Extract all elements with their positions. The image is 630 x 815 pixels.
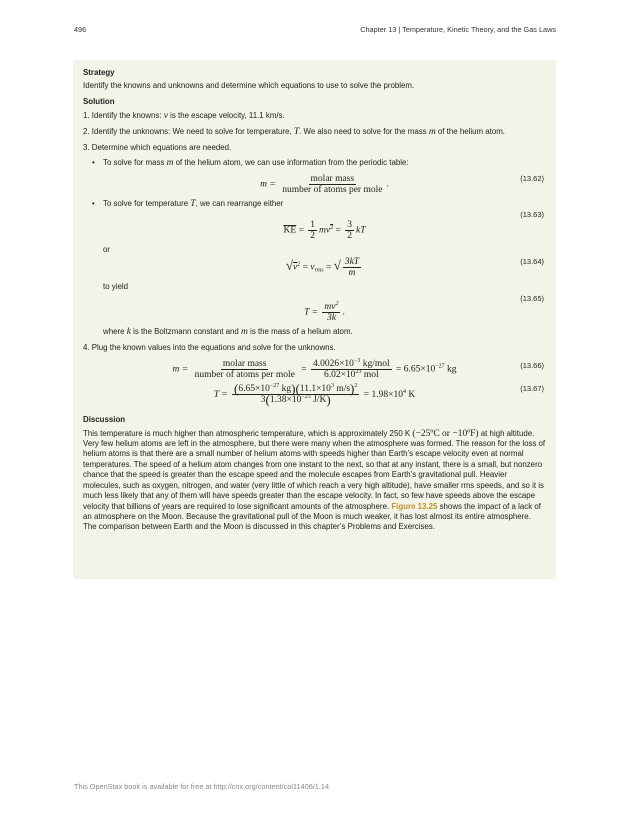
eq-tail: . [386,179,389,190]
var-k: k [126,327,131,338]
exponent: 2 [330,224,334,231]
fraction [280,174,384,195]
exponent: −3 [353,357,361,364]
paren: ( [234,380,239,396]
equals: = [296,225,307,236]
numerator: 4.0026×10 [312,358,354,369]
equals: = [333,225,344,236]
strategy-heading: Strategy [83,68,115,77]
exponent: 2 [297,261,301,268]
factor: 3 [260,395,266,406]
exponent: 23 [355,368,362,375]
where-text [83,327,546,337]
paren: )( [291,380,300,396]
exponent: 3 [330,383,334,390]
bullet-mass-text: To solve for mass [103,158,167,168]
equation-number: (13.62) [520,173,544,183]
eq-lhs: m = [260,179,276,190]
exponent: −23 [301,394,311,401]
bullet-temperature [83,199,546,209]
denominator: 3k [326,313,336,324]
where-c: is the mass of a helium atom. [247,327,353,337]
page-number: 496 [74,25,87,34]
page-header [74,25,556,37]
denominator: 2 [347,231,352,242]
unit: mol [361,369,379,380]
unit: K [405,389,416,400]
equation-13-64 [103,257,546,278]
rms-subscript: rms [314,267,324,274]
equation-number: (13.65) [520,294,544,304]
fraction-temperature [232,380,359,408]
discussion-text-c: shows the impact of a lack of an atmosphere on the Moon. Because the gravitational pull of the Moon is much weaker, it has lost almost its entire atmosphere. The comparison between Earth and the Moon is discussed in this chapter’s Problems and Exercises. [83,501,541,532]
ke-symbol: $\overline{KE}$ [283,225,297,236]
exponent: 4 [402,388,406,395]
unit: m/s [333,384,351,395]
bullet-mass [83,158,546,168]
equation-13-66 [83,359,546,380]
fraction-values [311,359,392,380]
equals: = [298,364,309,375]
numerator: 3kT [344,257,360,268]
equals: = [323,262,334,273]
numerator: mv [324,302,336,313]
equation-13-65 [103,294,546,323]
step-2-text: 2. Identify the unknowns: We need to solve for temperature, [83,126,294,136]
sqrt-symbol: √ [333,257,341,273]
equation-number: (13.64) [520,257,544,267]
eq-lhs: T = [304,307,319,318]
unit: kg [279,384,292,395]
fraction-half [308,220,317,241]
unit: J/K [310,395,327,406]
denominator: number of atoms per mole [282,184,383,195]
where-a: where [103,327,127,337]
fraction-three-halves [345,220,354,241]
figure-link[interactable]: Figure 13.25 [391,501,438,511]
denominator: 6.02×10 [323,369,356,380]
v-rms: v [310,262,315,273]
speed-value: 11.1×10 [299,384,331,395]
bullet-dot: • [92,198,95,208]
result: = 6.65×10 [393,364,436,375]
mv: mv [319,225,331,236]
var-T: T [293,126,300,137]
mass-value: 6.65×10 [238,384,270,395]
denominator: 2 [310,231,316,242]
paren: ) [326,392,331,408]
equals: = [300,262,311,273]
discussion-text-a: This temperature is much higher than atmospheric temperature, which is approximately 250 K [83,428,413,438]
equation-number: (13.67) [520,383,544,393]
v-bar: v [293,262,298,273]
sqrt-symbol: √ [285,257,294,273]
bullet-mass-text-b: of the helium atom, we can use information from the periodic table: [173,158,409,168]
or-text: or [103,245,111,255]
eq-lhs: m = [172,364,189,375]
var-T: T [190,198,196,209]
equation-13-62 [103,174,546,195]
to-yield-text: to yield [103,282,129,292]
exponent: −27 [269,383,280,390]
step-2-text-b: . We also need to solve for the mass [299,126,429,136]
temperature-math: (−25ºC or −10ºF) [412,428,479,439]
step-2-text-c: of the helium atom. [435,126,505,136]
discussion-text-b: at high altitude. Very few helium atoms are left in the atmosphere, but there were many when the atmosphere was formed. The reason for the loss of helium atoms is that there are a small number of helium atoms with speeds higher than Earth’s escape velocity even at normal temperatures. The speed of a helium atom changes from one instant to the next, so that at any instant, there is a small, but nonzero chance that the speed is greater than the escape speed and the molecule escapes from Earth’s gravitational pull. Heavier molecules, such as oxygen, nitrogen, and water (very little of which reach a very high altitude), have smaller rms speeds, and so it is much less likely that any of them will have speeds greater than the escape velocity. In fact, so few have speeds above the escape velocity that billions of years are required to lose significant amounts of the atmosphere. [83,428,546,511]
step-1-text: 1. Identify the knowns: [83,110,164,120]
result: = 1.98×10 [361,389,403,400]
equation-number: (13.63) [520,210,544,220]
kT: kT [355,225,366,236]
equation-number: (13.66) [520,360,544,370]
exponent: 2 [354,383,358,390]
fraction [322,302,340,323]
step-3: 3. Determine which equations are needed. [83,142,232,152]
eq-lhs: T = [213,389,228,400]
unit: kg [444,364,457,375]
paren: ) [350,380,355,396]
step-4: 4. Plug the known values into the equations and solve for the unknowns. [83,342,336,352]
exponent: 2 [335,301,339,308]
unit: kg/mol [360,358,390,369]
step-1 [83,111,546,121]
numerator: 1 [310,220,316,231]
eq-tail: . [342,307,345,318]
boltzmann-value: 1.38×10 [269,395,302,406]
numerator: 3 [347,220,352,231]
page-footer: This OpenStax book is available for free at http://cnx.org/content/col11406/1.14 [74,782,330,791]
equation-13-67 [83,380,546,408]
var-m: m [428,126,436,137]
discussion-text [83,429,546,533]
bullet-dot: • [92,158,95,168]
solution-heading: Solution [83,97,115,107]
step-2 [83,127,546,137]
denominator: m [348,268,356,279]
fraction-molar [193,359,297,380]
fraction [343,257,361,278]
bullet-temp-text-b: , we can rearrange either [195,198,284,208]
numerator: molar mass [310,173,355,184]
step-1-text-b: is the escape velocity, 11.1 km/s. [167,110,285,120]
strategy-text: Identify the knowns and unknowns and determine which equations to use to solve the problem. [83,81,415,91]
equation-13-63 [103,210,546,241]
discussion-heading: Discussion [83,415,126,425]
chapter-title: Chapter 13 | Temperature, Kinetic Theory, and the Gas Laws [360,25,556,34]
exponent: −27 [435,363,445,370]
var-m: m [241,327,248,338]
paren: ( [265,392,270,408]
numerator: molar mass [222,358,267,369]
denominator: number of atoms per mole [194,369,295,380]
var-v: v [163,110,168,121]
bullet-temp-text: To solve for temperature [103,198,191,208]
var-m: m [166,158,174,169]
where-b: is the Boltzmann constant and [130,327,242,337]
example-box [73,60,556,579]
